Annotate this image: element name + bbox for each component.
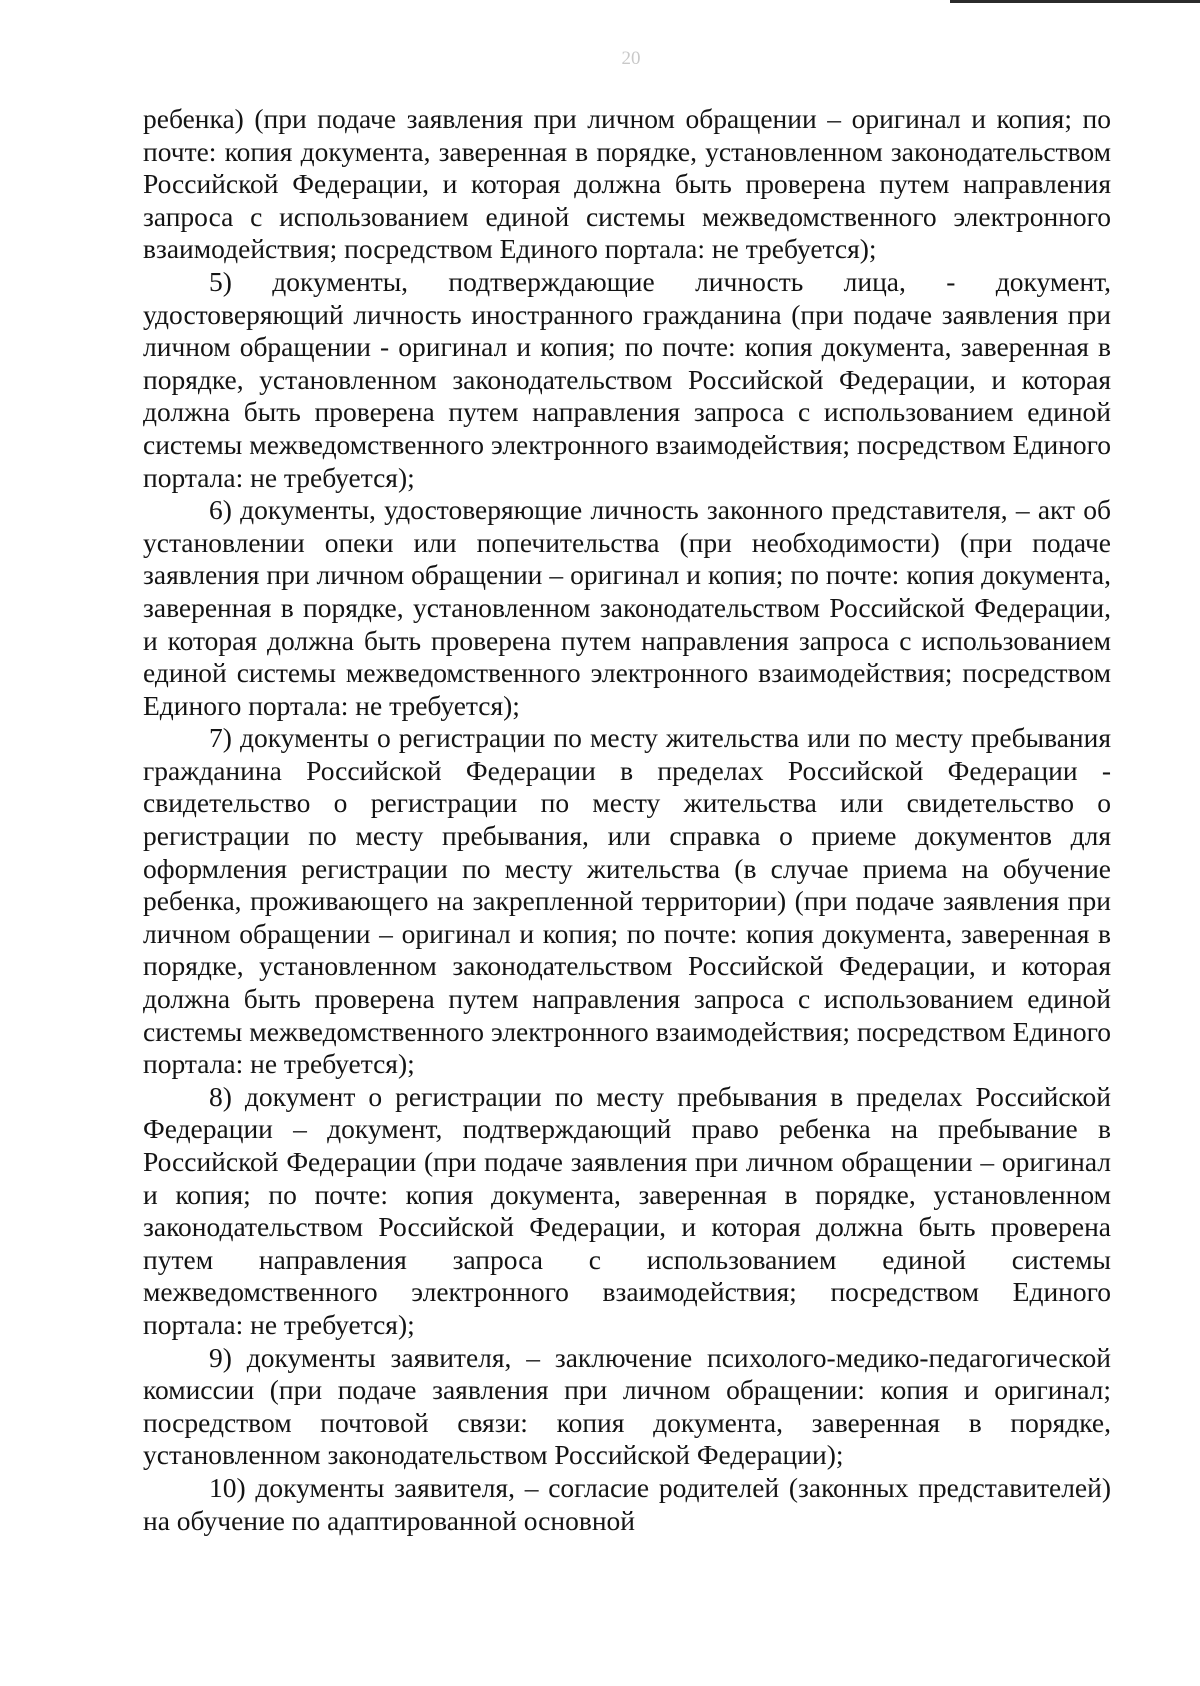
paragraph-item-9: 9) документы заявителя, – заключение психолого-медико-педагогической комиссии (при подаче заявления при личном обращении: копия и оригинал; посредством почтовой связи: копия документа, заверенная в порядке, установленном законодательством Российской Федерации); [143,1341,1111,1471]
page-number: 20 [621,48,641,69]
paragraph-item-7: 7) документы о регистрации по месту жительства или по месту пребывания гражданина Российской Федерации в пределах Российской Федерации - свидетельство о регистрации по месту жительства или свидетельство о регистрации по месту пребывания, или справка о приеме документов для оформления регистрации по месту жительства (в случае приема на обучение ребенка, проживающего на закрепленной территории) (при подаче заявления при личном обращении – оригинал и копия; по почте: копия документа, заверенная в порядке, установленном законодательством Российской Федерации, и которая должна быть проверена путем направления запроса с использованием единой системы межведомственного электронного взаимодействия; посредством Единого портала: не требуется); [143,722,1111,1080]
paragraph-item-8: 8) документ о регистрации по месту пребывания в пределах Российской Федерации – документ, подтверждающий право ребенка на пребывание в Российской Федерации (при подаче заявления при личном обращении – оригинал и копия; по почте: копия документа, заверенная в порядке, установленном законодательством Российской Федерации, и которая должна быть проверена путем направления запроса с использованием единой системы межведомственного электронного взаимодействия; посредством Единого портала: не требуется); [143,1080,1111,1340]
paragraph-item-6: 6) документы, удостоверяющие личность законного представителя, – акт об установлении опеки или попечительства (при необходимости) (при подаче заявления при личном обращении – оригинал и копия; по почте: копия документа, заверенная в порядке, установленном законодательством Российской Федерации, и которая должна быть проверена путем направления запроса с использованием единой системы межведомственного электронного взаимодействия; посредством Единого портала: не требуется); [143,494,1111,721]
paragraph-item-5: 5) документы, подтверждающие личность лица, - документ, удостоверяющий личность иностранного гражданина (при подаче заявления при личном обращении - оригинал и копия; по почте: копия документа, заверенная в порядке, установленном законодательством Российской Федерации, и которая должна быть проверена путем направления запроса с использованием единой системы межведомственного электронного взаимодействия; посредством Единого портала: не требуется); [143,265,1111,493]
paragraph-continuation: ребенка) (при подаче заявления при личном обращении – оригинал и копия; по почте: копия документа, заверенная в порядке, установленном законодательством Российской Федерации, и которая должна быть проверена путем направления запроса с использованием единой системы межведомственного электронного взаимодействия; посредством Единого портала: не требуется); [143,103,1111,265]
top-edge-rule [950,0,1200,3]
document-body [143,103,1111,1537]
paragraph-item-10: 10) документы заявителя, – согласие родителей (законных представителей) на обучение по адаптированной основной [143,1471,1111,1536]
